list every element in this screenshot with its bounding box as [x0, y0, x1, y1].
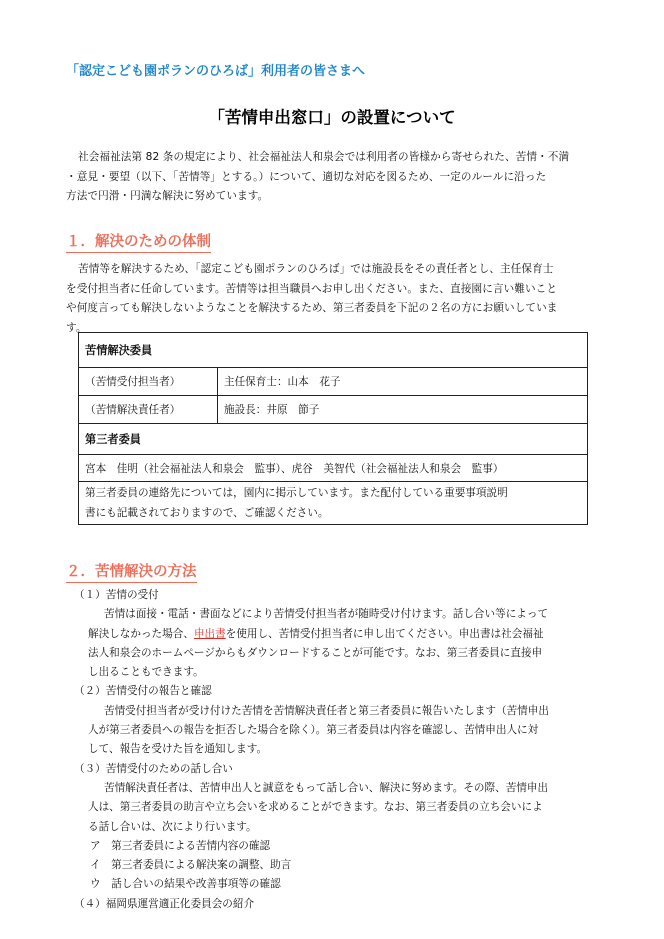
resolution-committee-header: 苦情解決委員 [79, 333, 588, 368]
procedure-item-line: し出ることもできます。 [88, 666, 204, 679]
procedure-item-line: 解決しなかった場合、申出書を使用し、苦情受付担当者に申し出てください。申出書は社会福祉 [88, 627, 544, 640]
procedure-sub-item: イ 第三者委員による解決案の調整、助言 [90, 859, 292, 872]
procedure-item-title: （４）福岡県運営適正化委員会の紹介 [74, 897, 255, 910]
person-cell: 施設長：井原 節子 [218, 396, 588, 424]
role-cell: （苦情解決責任者） [79, 396, 218, 424]
role-cell: （苦情受付担当者） [79, 368, 218, 396]
section1-line: す。 [66, 321, 87, 334]
procedure-item-line: 法人和泉会のホームページからもダウンロードすることが可能です。なお、第三者委員に直接申 [88, 646, 543, 659]
intro-line: 方法で円滑・円満な解決に努めています。 [66, 190, 269, 202]
third-party-names: 宮本 佳明（社会福祉法人和泉会 監事）、虎谷 美智代（社会福祉法人和泉会 監事） [79, 455, 588, 482]
section1-line: 苦情等を解決するため、「認定こども園ポランのひろば」では施設長をその責任者とし、主任保育士 [78, 263, 554, 275]
procedure-sub-item: ウ 話し合いの結果や改善事項等の確認 [90, 878, 281, 891]
section1-line: や何度言っても解決しないようなことを解決するため、第三者委員を下記の２名の方にお願いしていま [66, 302, 558, 314]
note-line: 第三者委員の連絡先については，園内に掲示しています。また配付している重要事項説明 [85, 487, 508, 499]
notice-header: 「認定こども園ポランのひろば」利用者の皆さまへ [66, 64, 366, 79]
procedure-item-line: 人が第三者委員への報告を拒否した場合を除く）。第三者委員は内容を確認し、苦情申出人に対 [88, 724, 539, 737]
document-title: 「苦情申出窓口」の設置について [208, 108, 456, 127]
table-row [79, 396, 588, 424]
intro-line: ・意見・要望（以下、「苦情等」とする。）について、適切な対応を図るため、一定のルールに沿った [66, 170, 547, 183]
procedure-item-line: 人は、第三者委員の助言や立ち会いを求めることができます。なお、第三者委員の立ち会いによ [88, 801, 543, 814]
procedure-item-line: 苦情解決責任者は、苦情申出人と誠意をもって話し合い、解決に努めます。その際、苦情申出 [104, 781, 549, 794]
person-cell: 主任保育士：山本 花子 [218, 368, 588, 396]
procedure-item-line: る話し合いは、次により行います。 [88, 820, 257, 833]
third-party-contact-note [79, 482, 588, 525]
section1-heading: １．解決のための体制 [66, 230, 211, 251]
section2-heading: ２．苦情解決の方法 [66, 560, 197, 581]
procedure-list [74, 586, 614, 914]
table-row [79, 368, 588, 396]
procedure-item-title: （２）苦情受付の報告と確認 [74, 685, 212, 698]
committee-table [78, 332, 588, 525]
third-party-committee-header: 第三者委員 [79, 424, 588, 455]
application-form-link[interactable]: 申出書 [193, 627, 226, 640]
procedure-item-line: 苦情は面接・電話・書面などにより苦情受付担当者が随時受け付けます。話し合い等によって [104, 608, 549, 621]
procedure-item-title: （１）苦情の受付 [74, 589, 159, 601]
note-line: 書にも記載されておりますので、ご確認ください。 [85, 507, 329, 519]
procedure-item-title: （３）苦情受付のための話し合い [74, 762, 233, 775]
section1-paragraph [66, 260, 606, 338]
procedure-item-line: 苦情受付担当者が受け付けた苦情を苦情解決責任者と第三者委員に報告いたします（苦情申出 [104, 704, 549, 717]
procedure-item-line: して、報告を受けた旨を通知します。 [88, 743, 268, 756]
section1-line: を受付担当者に任命しています。苦情等は担当職員へお申し出ください。また、直接園に言い難いこと [66, 282, 558, 295]
procedure-sub-item: ア 第三者委員による苦情内容の確認 [90, 839, 271, 852]
intro-line: 社会福祉法第 82 条の規定により、社会福祉法人和泉会では利用者の皆様から寄せられた、苦情・不満 [78, 151, 570, 163]
intro-paragraph [66, 148, 606, 207]
